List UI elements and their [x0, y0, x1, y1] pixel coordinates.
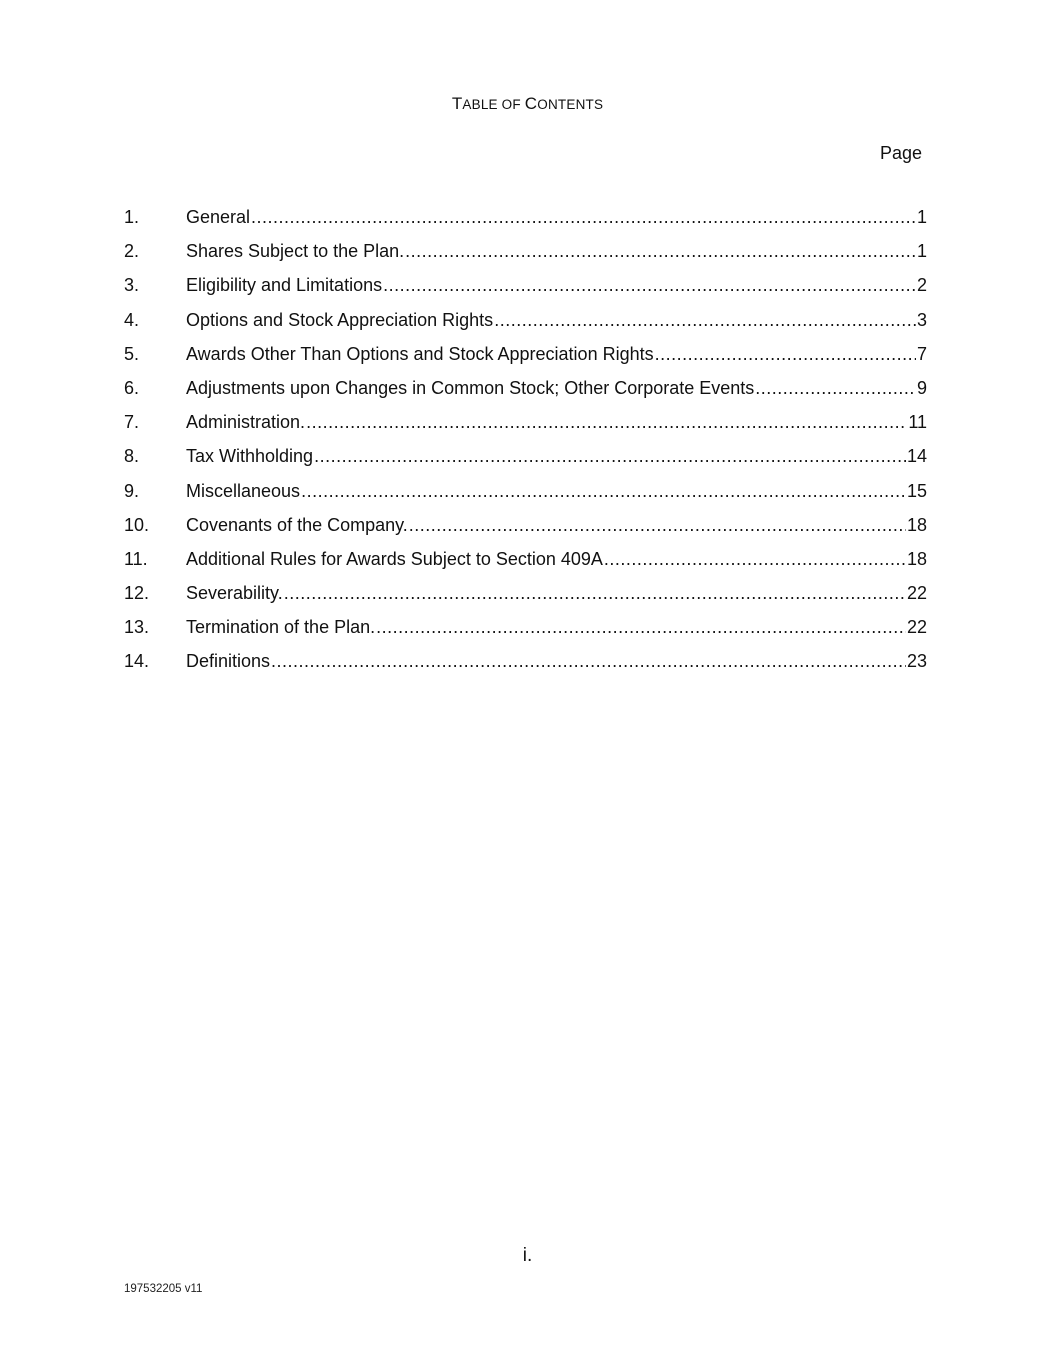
- toc-entry-title: Covenants of the Company.: [186, 514, 408, 535]
- toc-entry-number: 1.: [124, 207, 140, 227]
- toc-entry-number: 3.: [124, 275, 140, 296]
- dot-leader: [301, 478, 906, 504]
- footer-page-number: i.: [522, 1245, 533, 1266]
- page-title: [0, 94, 1055, 114]
- toc-entry[interactable]: [124, 546, 927, 580]
- dot-leader: [655, 341, 916, 367]
- toc-entry-number: 5.: [124, 343, 140, 364]
- toc-entry-title: Miscellaneous: [186, 480, 301, 501]
- dot-leader: [314, 443, 906, 469]
- toc-entry-title: Eligibility and Limitations: [186, 275, 383, 296]
- toc-entry-title: Tax Withholding: [186, 446, 314, 467]
- toc-entry-title: Severability.: [186, 583, 283, 604]
- title-small-caps-contents: ONTENTS: [537, 97, 604, 112]
- toc-entry-number: 6.: [124, 377, 140, 398]
- toc-entry[interactable]: [124, 478, 927, 512]
- dot-leader: [494, 307, 916, 333]
- toc-entry-page: 23: [906, 651, 927, 672]
- toc-entry-page: 22: [906, 617, 927, 638]
- toc-entry-number: 11.: [124, 548, 148, 569]
- toc-entry-page: 11: [908, 412, 927, 433]
- toc-entry-page: 9: [916, 377, 927, 398]
- toc-entry-title: Administration.: [186, 412, 306, 433]
- toc-entry-page: 18: [906, 548, 927, 569]
- toc-entry-page: 15: [906, 480, 927, 501]
- toc-entry-number: 13.: [124, 617, 150, 638]
- title-small-caps-table-of: ABLE OF: [462, 97, 525, 112]
- toc-entry-title: Adjustments upon Changes in Common Stock; Other Corporate Events: [186, 377, 755, 398]
- toc-entry-page: 2: [916, 275, 927, 296]
- dot-leader: [405, 238, 916, 264]
- toc-entry-page: 1: [916, 207, 927, 227]
- dot-leader: [271, 648, 906, 674]
- toc-entry[interactable]: [124, 580, 927, 614]
- toc-entry-title: Shares Subject to the Plan.: [186, 241, 405, 262]
- toc-entry[interactable]: [124, 512, 927, 546]
- page-column-label: Page: [879, 143, 922, 163]
- toc-entry-page: 7: [916, 343, 927, 364]
- title-initial-t: T: [451, 94, 463, 113]
- toc-entry-title: Termination of the Plan.: [186, 617, 376, 638]
- toc-entry-title: Definitions: [186, 651, 271, 672]
- toc-entry[interactable]: [124, 614, 927, 648]
- dot-leader: [251, 204, 916, 230]
- dot-leader: [409, 512, 906, 538]
- toc-entry-number: 8.: [124, 446, 140, 467]
- toc-entry-number: 10.: [124, 514, 150, 535]
- toc-entry-number: 14.: [124, 651, 150, 672]
- dot-leader: [306, 409, 907, 435]
- toc-entry-page: 1: [916, 241, 927, 262]
- dot-leader: [604, 546, 906, 572]
- toc-entry-number: 9.: [124, 480, 140, 501]
- toc-list: [124, 204, 927, 683]
- toc-entry-number: 4.: [124, 309, 140, 330]
- dot-leader: [383, 272, 916, 298]
- dot-leader: [755, 375, 916, 401]
- toc-entry-page: 18: [906, 514, 927, 535]
- toc-entry-page: 3: [916, 309, 927, 330]
- toc-entry-title: Awards Other Than Options and Stock Appreciation Rights: [186, 343, 654, 364]
- toc-entry[interactable]: [124, 204, 927, 238]
- toc-entry-title: General: [186, 207, 251, 227]
- toc-entry[interactable]: [124, 272, 927, 306]
- toc-entry-title: Options and Stock Appreciation Rights: [186, 309, 494, 330]
- toc-entry-title: Additional Rules for Awards Subject to Section 409A: [186, 548, 603, 569]
- dot-leader: [376, 614, 906, 640]
- toc-entry-number: 2.: [124, 241, 140, 262]
- dot-leader: [284, 580, 906, 606]
- title-initial-c: C: [524, 94, 538, 113]
- toc-entry[interactable]: [124, 341, 927, 375]
- toc-entry[interactable]: [124, 238, 927, 272]
- toc-entry-number: 7.: [124, 412, 140, 433]
- toc-entry[interactable]: [124, 409, 927, 443]
- toc-entry[interactable]: [124, 307, 927, 341]
- toc-entry[interactable]: [124, 648, 927, 682]
- toc-entry[interactable]: [124, 443, 927, 477]
- toc-entry[interactable]: [124, 375, 927, 409]
- toc-entry-number: 12.: [124, 583, 150, 604]
- document-id: 197532205 v11: [124, 1283, 203, 1295]
- toc-entry-page: 22: [906, 583, 927, 604]
- toc-entry-page: 14: [906, 446, 927, 467]
